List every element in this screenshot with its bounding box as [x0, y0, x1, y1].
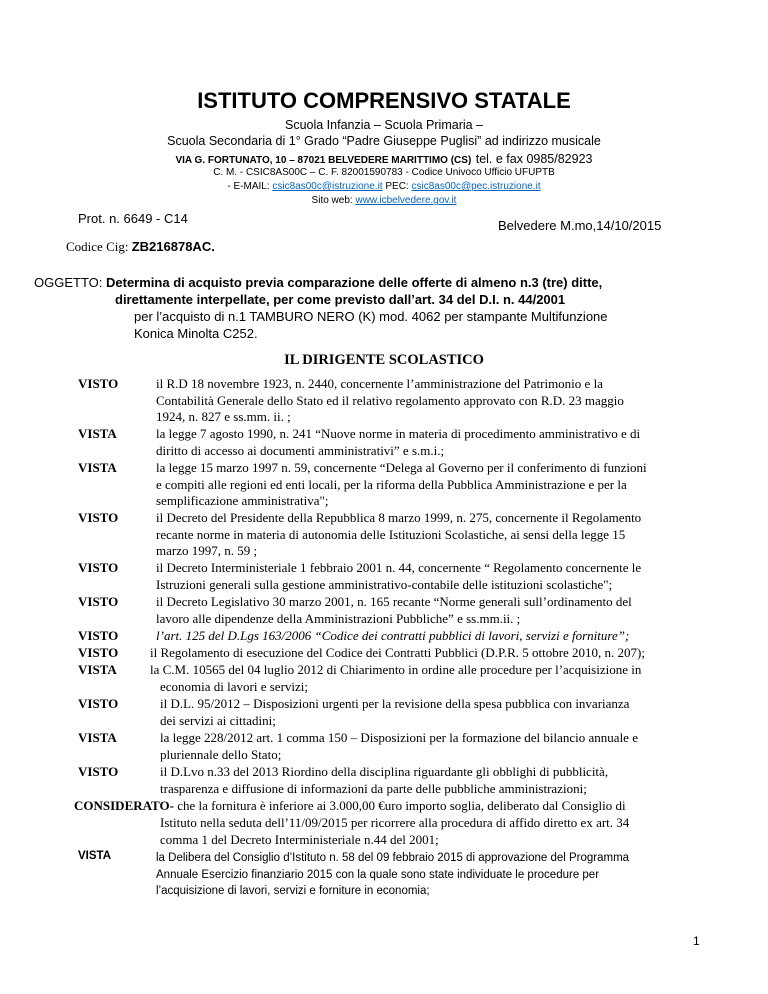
considerato-text: che la fornitura è inferiore ai 3.000,00 €uro importo soglia, deliberato dal Consiglio di [173, 798, 626, 813]
page-number: 1 [693, 934, 700, 948]
web-prefix: Sito web: [311, 195, 356, 206]
email-link[interactable]: csic8as00c@istruzione.it [272, 181, 383, 192]
header-line-1: Scuola Infanzia – Scuola Primaria – [284, 118, 484, 132]
header-address [0, 150, 768, 168]
item-text: l’art. 125 del D.Lgs 163/2006 “Codice dei contratti pubblici di lavori, servizi e forniture”; [156, 628, 630, 643]
header-contacts [0, 181, 768, 192]
website-link[interactable]: www.icbelvedere.gov.it [355, 195, 457, 206]
considerato-continuation: Istituto nella seduta dell’11/09/2015 per ricorrere alla procedura di affido diretto ex art. 34 comma 1 del Decreto Interministeriale n.44 del 2001; [160, 815, 630, 847]
item-text: la C.M. 10565 del 04 luglio 2012 di Chiarimento in ordine alle procedure per l’acquisizione in economia di lavori e servizi; [150, 662, 642, 694]
email-prefix: - E-MAIL: [227, 181, 273, 192]
subject-line-2: direttamente interpellate, per come previsto dall’art. 34 del D.I. n. 44/2001 [115, 292, 566, 307]
subject-text-1: Determina di acquisto previa comparazione delle offerte di almeno n.3 (tre) ditte, [106, 275, 603, 290]
header-codes: C. M. - CSIC8AS00C – C. F. 82001590783 - Codice Univoco Ufficio UFUPTB [213, 167, 555, 178]
item-text: il D.L. 95/2012 – Disposizioni urgenti per la revisione della spesa pubblica con invarianza dei servizi ai cittadini; [160, 696, 630, 728]
item-text: il D.Lvo n.33 del 2013 Riordino della disciplina riguardante gli obblighi di pubblicità, trasparenza e diffusione di informazioni da parte delle pubbliche amministrazioni; [160, 764, 609, 796]
subject-line-4: Konica Minolta C252. [134, 326, 258, 341]
item-label: VISTO [78, 560, 119, 575]
item-label: VISTO [78, 764, 119, 779]
item-label: VISTO [78, 696, 119, 711]
item-text: il R.D 18 novembre 1923, n. 2440, concernente l’amministrazione del Patrimonio e la Contabilità Generale dello Stato ed il relativo regolamento approvato con R.D. 23 maggio 1924, n. 827 e ss.mm. ii. ; [156, 376, 624, 424]
school-name: ISTITUTO COMPRENSIVO STATALE [197, 88, 571, 113]
protocol-number: Prot. n. 6649 - C14 [78, 211, 188, 226]
pec-link[interactable]: csic8as00c@pec.istruzione.it [411, 181, 541, 192]
item-text: il Decreto Legislativo 30 marzo 2001, n. 165 recante “Norme generali sull’ordinamento del lavoro alle dipendenze della Amministrazioni Pubbliche” e ss.mm.ii. ; [156, 594, 632, 626]
item-text: la Delibera del Consiglio d’Istituto n. 58 del 09 febbraio 2015 di approvazione del Programma Annuale Esercizio finanziario 2015 con la quale sono state individuate le procedure per l’acquisizione di lavori, servizi e forniture in economia; [156, 852, 630, 897]
item-text: il Regolamento di esecuzione del Codice dei Contratti Pubblici (D.P.R. 5 ottobre 2010, n. 207); [150, 645, 646, 660]
subject-line-1 [34, 275, 602, 290]
header-website [0, 195, 768, 206]
item-text: la legge 7 agosto 1990, n. 241 “Nuove norme in materia di procedimento amministrativo e di diritto di accesso ai documenti amministrativi” e s.m.i.; [156, 426, 641, 458]
phone-text: tel. e fax 0985/82923 [475, 152, 593, 166]
subject-label: OGGETTO: [34, 275, 106, 290]
place-date: Belvedere M.mo,14/10/2015 [498, 218, 662, 233]
cig-code [66, 238, 215, 256]
header-line-2: Scuola Secondaria di 1° Grado “Padre Giuseppe Puglisi” ad indirizzo musicale [167, 134, 601, 148]
item-label: VISTA [78, 426, 117, 441]
pec-prefix: PEC: [382, 181, 412, 192]
item-label: VISTA [78, 850, 112, 862]
item-text: il Decreto del Presidente della Repubblica 8 marzo 1999, n. 275, concernente il Regolamento recante norme in materia di autonomia delle Istituzioni Scolastiche, ai sensi della legge 15 marzo 1997, n. 59 ; [156, 510, 642, 558]
item-label: VISTA [78, 662, 117, 677]
considerato-line [74, 798, 626, 814]
item-text: la legge 228/2012 art. 1 comma 150 – Disposizioni per la formazione del bilancio annuale e pluriennale dello Stato; [160, 730, 638, 762]
item-text: la legge 15 marzo 1997 n. 59, concernente “Delega al Governo per il conferimento di funzioni e compiti alle regioni ed enti locali, per la riforma della Pubblica Amministrazione e per la semplificazione amministrativa"; [156, 460, 647, 508]
item-text: il Decreto Interministeriale 1 febbraio 2001 n. 44, concernente “ Regolamento concernente le Istruzioni generali sulla gestione amministrativo-contabile delle istituzioni scolastiche"; [156, 560, 642, 592]
item-label: VISTA [78, 460, 117, 475]
item-label: VISTO [78, 376, 119, 391]
cig-label: Codice Cig: [66, 239, 132, 254]
address-text: VIA G. FORTUNATO, 10 – 87021 BELVEDERE MARITTIMO (CS) [175, 155, 472, 166]
section-title: IL DIRIGENTE SCOLASTICO [284, 352, 484, 368]
cig-value: ZB216878AC. [131, 239, 215, 254]
item-label: VISTA [78, 730, 117, 745]
item-label: VISTO [78, 645, 119, 660]
item-label: VISTO [78, 628, 119, 643]
subject-line-3: per l’acquisto di n.1 TAMBURO NERO (K) mod. 4062 per stampante Multifunzione [134, 309, 608, 324]
considerato-label: CONSIDERATO- [74, 798, 174, 813]
item-label: VISTO [78, 510, 119, 525]
item-label: VISTO [78, 594, 119, 609]
